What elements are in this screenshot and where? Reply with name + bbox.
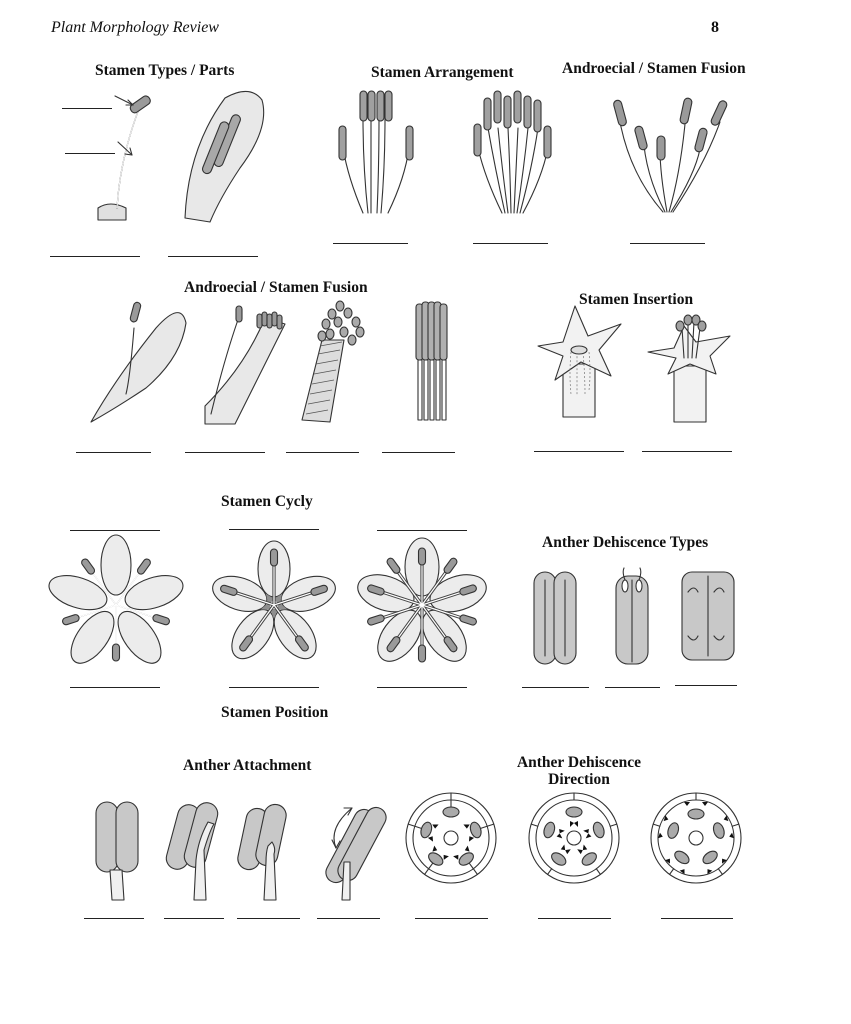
answer-blank[interactable] (70, 687, 160, 688)
stamen-cycly-flower-3-illustration (355, 540, 489, 670)
answer-blank[interactable] (675, 685, 737, 686)
answer-blank[interactable] (630, 243, 705, 244)
stamen-insertion-2-illustration (646, 312, 736, 424)
answer-blank[interactable] (70, 530, 160, 531)
answer-blank[interactable] (642, 451, 732, 452)
heading-androecial-fusion-top: Androecial / Stamen Fusion (562, 60, 746, 77)
answer-blank[interactable] (538, 918, 611, 919)
heading-stamen-types-parts: Stamen Types / Parts (95, 62, 235, 79)
answer-blank[interactable] (382, 452, 455, 453)
answer-blank[interactable] (317, 918, 380, 919)
diadelphous-stamens-illustration (195, 306, 290, 428)
heading-stamen-position: Stamen Position (221, 704, 329, 721)
dehiscence-direction-extrorse-illustration (648, 790, 744, 886)
anther-dorsifixed-2-illustration (240, 802, 296, 902)
answer-blank[interactable] (229, 529, 319, 530)
stamen-cycly-flower-1-illustration (49, 540, 183, 670)
answer-blank[interactable] (164, 918, 224, 919)
heading-stamen-insertion: Stamen Insertion (579, 291, 694, 308)
stamen-cycly-flower-2-illustration (207, 540, 341, 670)
heading-anther-dehiscence-types: Anther Dehiscence Types (542, 534, 709, 551)
answer-blank[interactable] (229, 687, 319, 688)
heading-stamen-arrangement: Stamen Arrangement (371, 64, 514, 81)
androecial-fusion-top-illustration (605, 94, 735, 216)
syngenesious-stamens-illustration (408, 300, 458, 424)
heading-stamen-cycly: Stamen Cycly (221, 493, 313, 510)
stamen-arrangement-1-illustration (333, 88, 423, 218)
heading-androecial-fusion-mid: Androecial / Stamen Fusion (184, 279, 368, 296)
dehiscence-direction-latrorse-illustration (526, 790, 622, 886)
heading-anther-attachment: Anther Attachment (183, 757, 312, 774)
page-number: 8 (711, 19, 719, 36)
answer-blank[interactable] (473, 243, 548, 244)
answer-blank[interactable] (76, 452, 151, 453)
heading-anther-dehiscence-direction (510, 754, 648, 788)
answer-blank[interactable] (50, 256, 140, 257)
answer-blank[interactable] (377, 530, 467, 531)
answer-blank[interactable] (415, 918, 488, 919)
anther-poricidal-dehiscence-illustration (610, 566, 654, 666)
answer-blank[interactable] (661, 918, 733, 919)
answer-blank[interactable] (168, 256, 258, 257)
answer-blank[interactable] (377, 687, 467, 688)
heading-line-1: Anther Dehiscence (516, 754, 642, 771)
epipetalous-stamen-illustration (86, 298, 191, 426)
polyadelphous-stamens-illustration (300, 300, 380, 426)
answer-blank[interactable] (534, 451, 624, 452)
heading-line-2: Direction (548, 771, 610, 788)
answer-blank[interactable] (84, 918, 144, 919)
anther-dorsifixed-illustration (168, 800, 224, 902)
page-header-title: Plant Morphology Review (51, 19, 219, 36)
dehiscence-direction-introrse-illustration (403, 790, 499, 886)
anther-basifixed-illustration (92, 800, 144, 902)
anther-versatile-illustration (322, 800, 384, 902)
stamen-insertion-1-illustration (533, 304, 628, 419)
anther-longitudinal-dehiscence-illustration (530, 570, 580, 666)
answer-blank[interactable] (237, 918, 300, 919)
answer-blank[interactable] (333, 243, 408, 244)
answer-blank[interactable] (522, 687, 589, 688)
petaloid-stamen-illustration (180, 88, 270, 228)
stamen-arrangement-2-illustration (470, 88, 560, 218)
stamen-parts-illustration (90, 88, 160, 223)
answer-blank[interactable] (286, 452, 359, 453)
answer-blank[interactable] (185, 452, 265, 453)
answer-blank[interactable] (605, 687, 660, 688)
anther-valvular-dehiscence-illustration (680, 570, 736, 666)
